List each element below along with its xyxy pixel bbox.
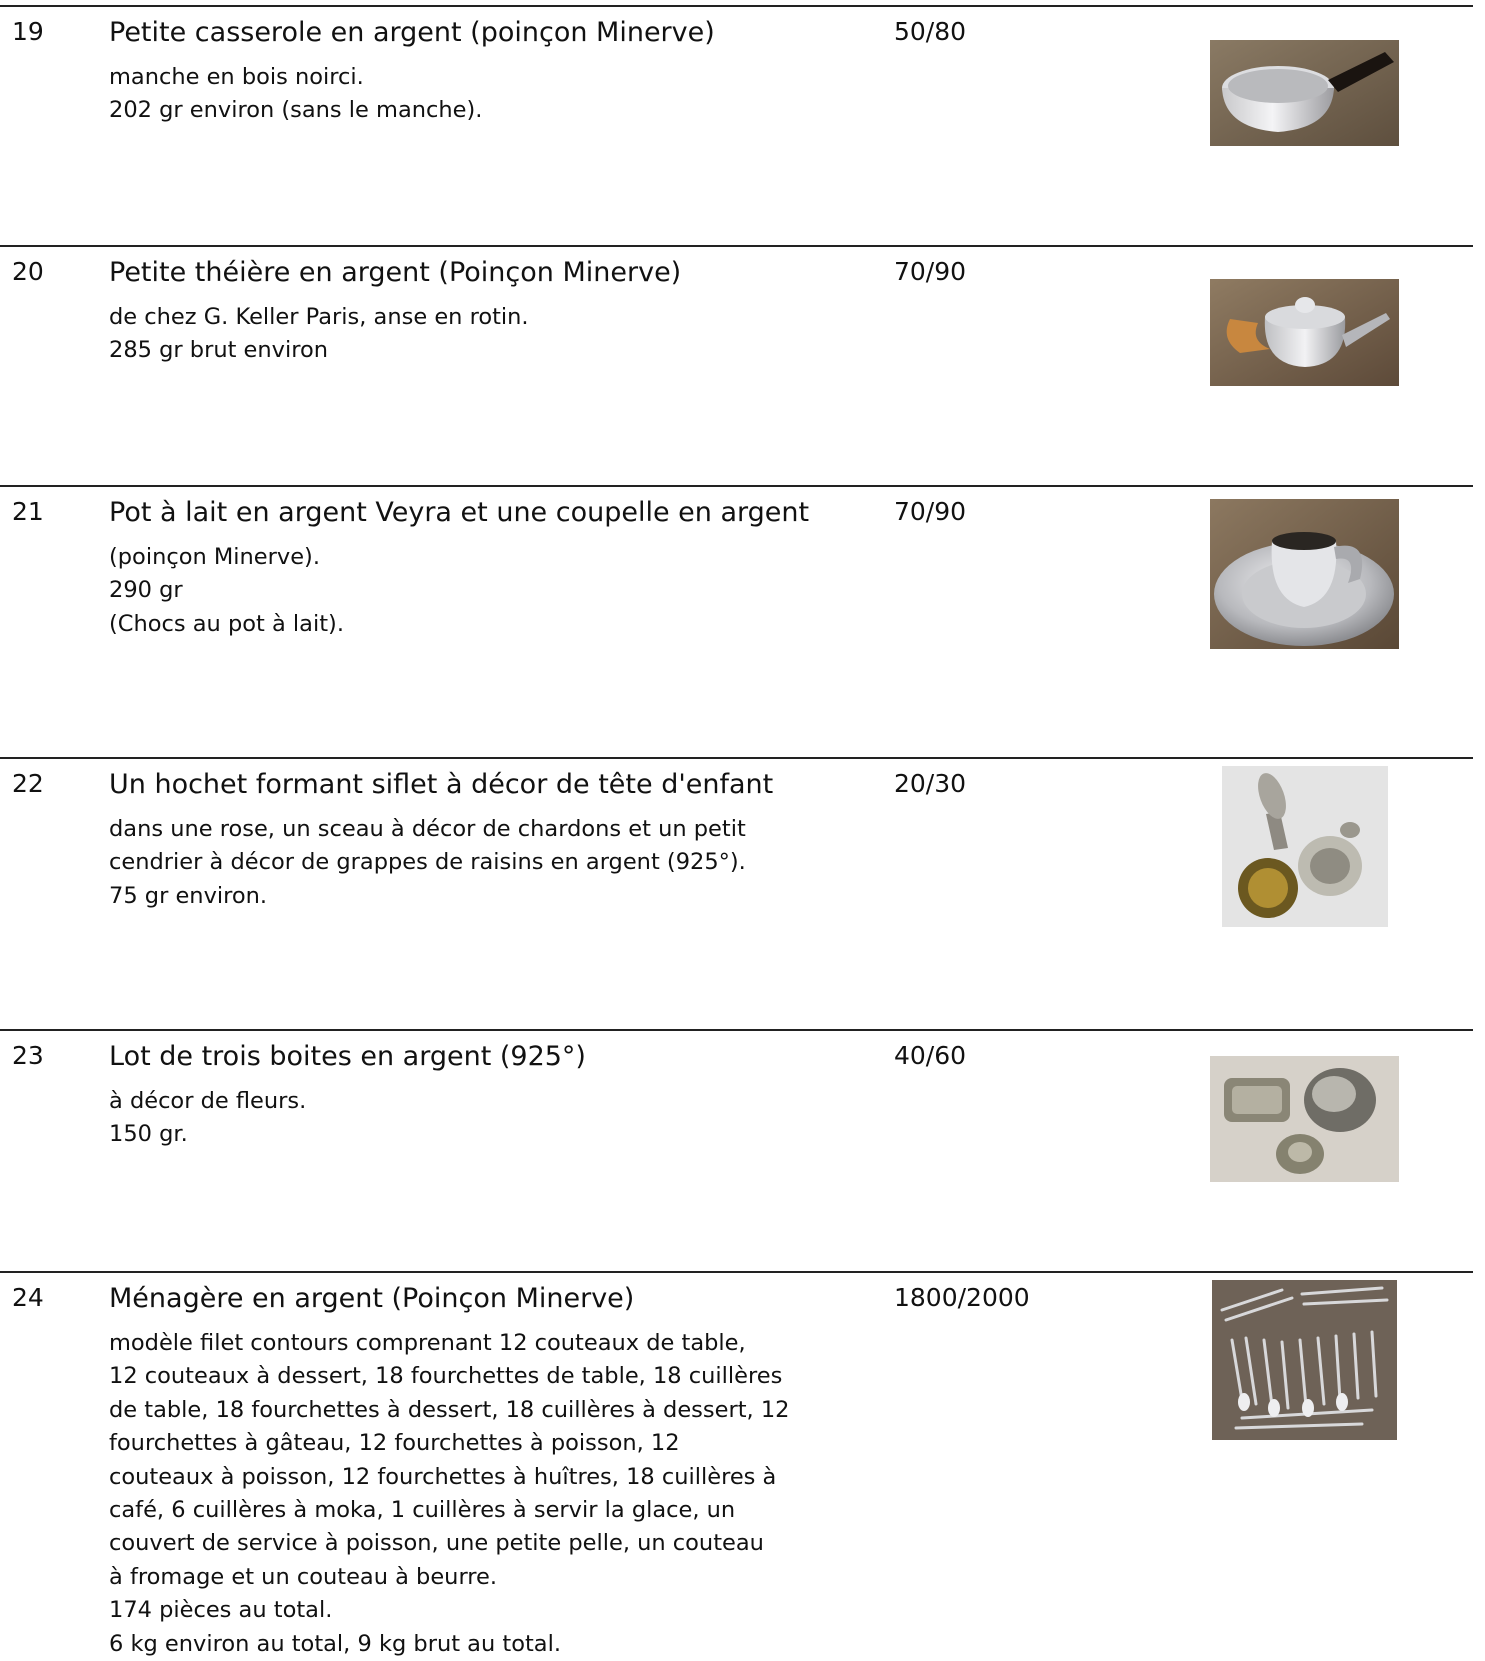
lot-row <box>0 1029 1473 1269</box>
lot-row <box>0 757 1473 1027</box>
lot-number: 22 <box>12 769 44 798</box>
lot-estimate: 1800/2000 <box>894 1283 1030 1312</box>
silver-teapot-photo <box>1210 279 1399 386</box>
lot-number: 24 <box>12 1283 44 1312</box>
lot-estimate: 40/60 <box>894 1041 967 1070</box>
lot-row <box>0 5 1473 239</box>
lot-title: Petite théière en argent (Poinçon Minerve) <box>109 257 682 288</box>
lot-estimate: 50/80 <box>894 17 967 46</box>
lot-row <box>0 485 1473 755</box>
lot-number: 21 <box>12 497 44 526</box>
lot-number: 20 <box>12 257 44 286</box>
silver-cutlery-set-photo <box>1212 1280 1397 1440</box>
lot-description: dans une rose, un sceau à décor de chardons et un petit cendrier à décor de grappes de raisins en argent (925°). 75 gr environ. <box>109 816 746 909</box>
lot-title: Ménagère en argent (Poinçon Minerve) <box>109 1283 635 1314</box>
lot-estimate: 70/90 <box>894 497 967 526</box>
rattle-seal-ashtray-photo <box>1222 766 1388 927</box>
silver-boxes-photo <box>1210 1056 1399 1182</box>
lot-description: modèle filet contours comprenant 12 couteaux de table, 12 couteaux à dessert, 18 fourchettes de table, 18 cuillères de table, 18 fourchettes à dessert, 18 cuillères à dessert, 12 fourchettes à gâteau, 12 fourchettes à poisson, 12 couteaux à poisson, 12 fourchettes à huîtres, 18 cuillères à café, 6 cuillères à moka, 1 cuillères à servir la glace, un couvert de service à poisson, une petite pelle, un couteau à fromage et un couteau à beurre. 174 pièces au total. 6 kg environ au total, 9 kg brut au total. <box>109 1330 790 1657</box>
silver-saucepan-photo <box>1210 40 1399 146</box>
lot-number: 23 <box>12 1041 44 1070</box>
lot-description: de chez G. Keller Paris, anse en rotin. 285 gr brut environ <box>109 304 529 364</box>
lot-description: à décor de fleurs. 150 gr. <box>109 1088 307 1148</box>
lot-estimate: 70/90 <box>894 257 967 286</box>
lot-number: 19 <box>12 17 44 46</box>
lot-row <box>0 1271 1473 1657</box>
lot-title: Un hochet formant siflet à décor de tête d'enfant <box>109 769 774 800</box>
lot-title: Lot de trois boites en argent (925°) <box>109 1041 586 1072</box>
lot-title: Petite casserole en argent (poinçon Minerve) <box>109 17 715 48</box>
milk-jug-and-dish-photo <box>1210 499 1399 649</box>
lot-estimate: 20/30 <box>894 769 967 798</box>
lot-title: Pot à lait en argent Veyra et une coupelle en argent <box>109 497 810 528</box>
lot-row <box>0 245 1473 479</box>
lot-description: manche en bois noirci. 202 gr environ (sans le manche). <box>109 64 483 124</box>
lot-description: (poinçon Minerve). 290 gr (Chocs au pot à lait). <box>109 544 344 637</box>
